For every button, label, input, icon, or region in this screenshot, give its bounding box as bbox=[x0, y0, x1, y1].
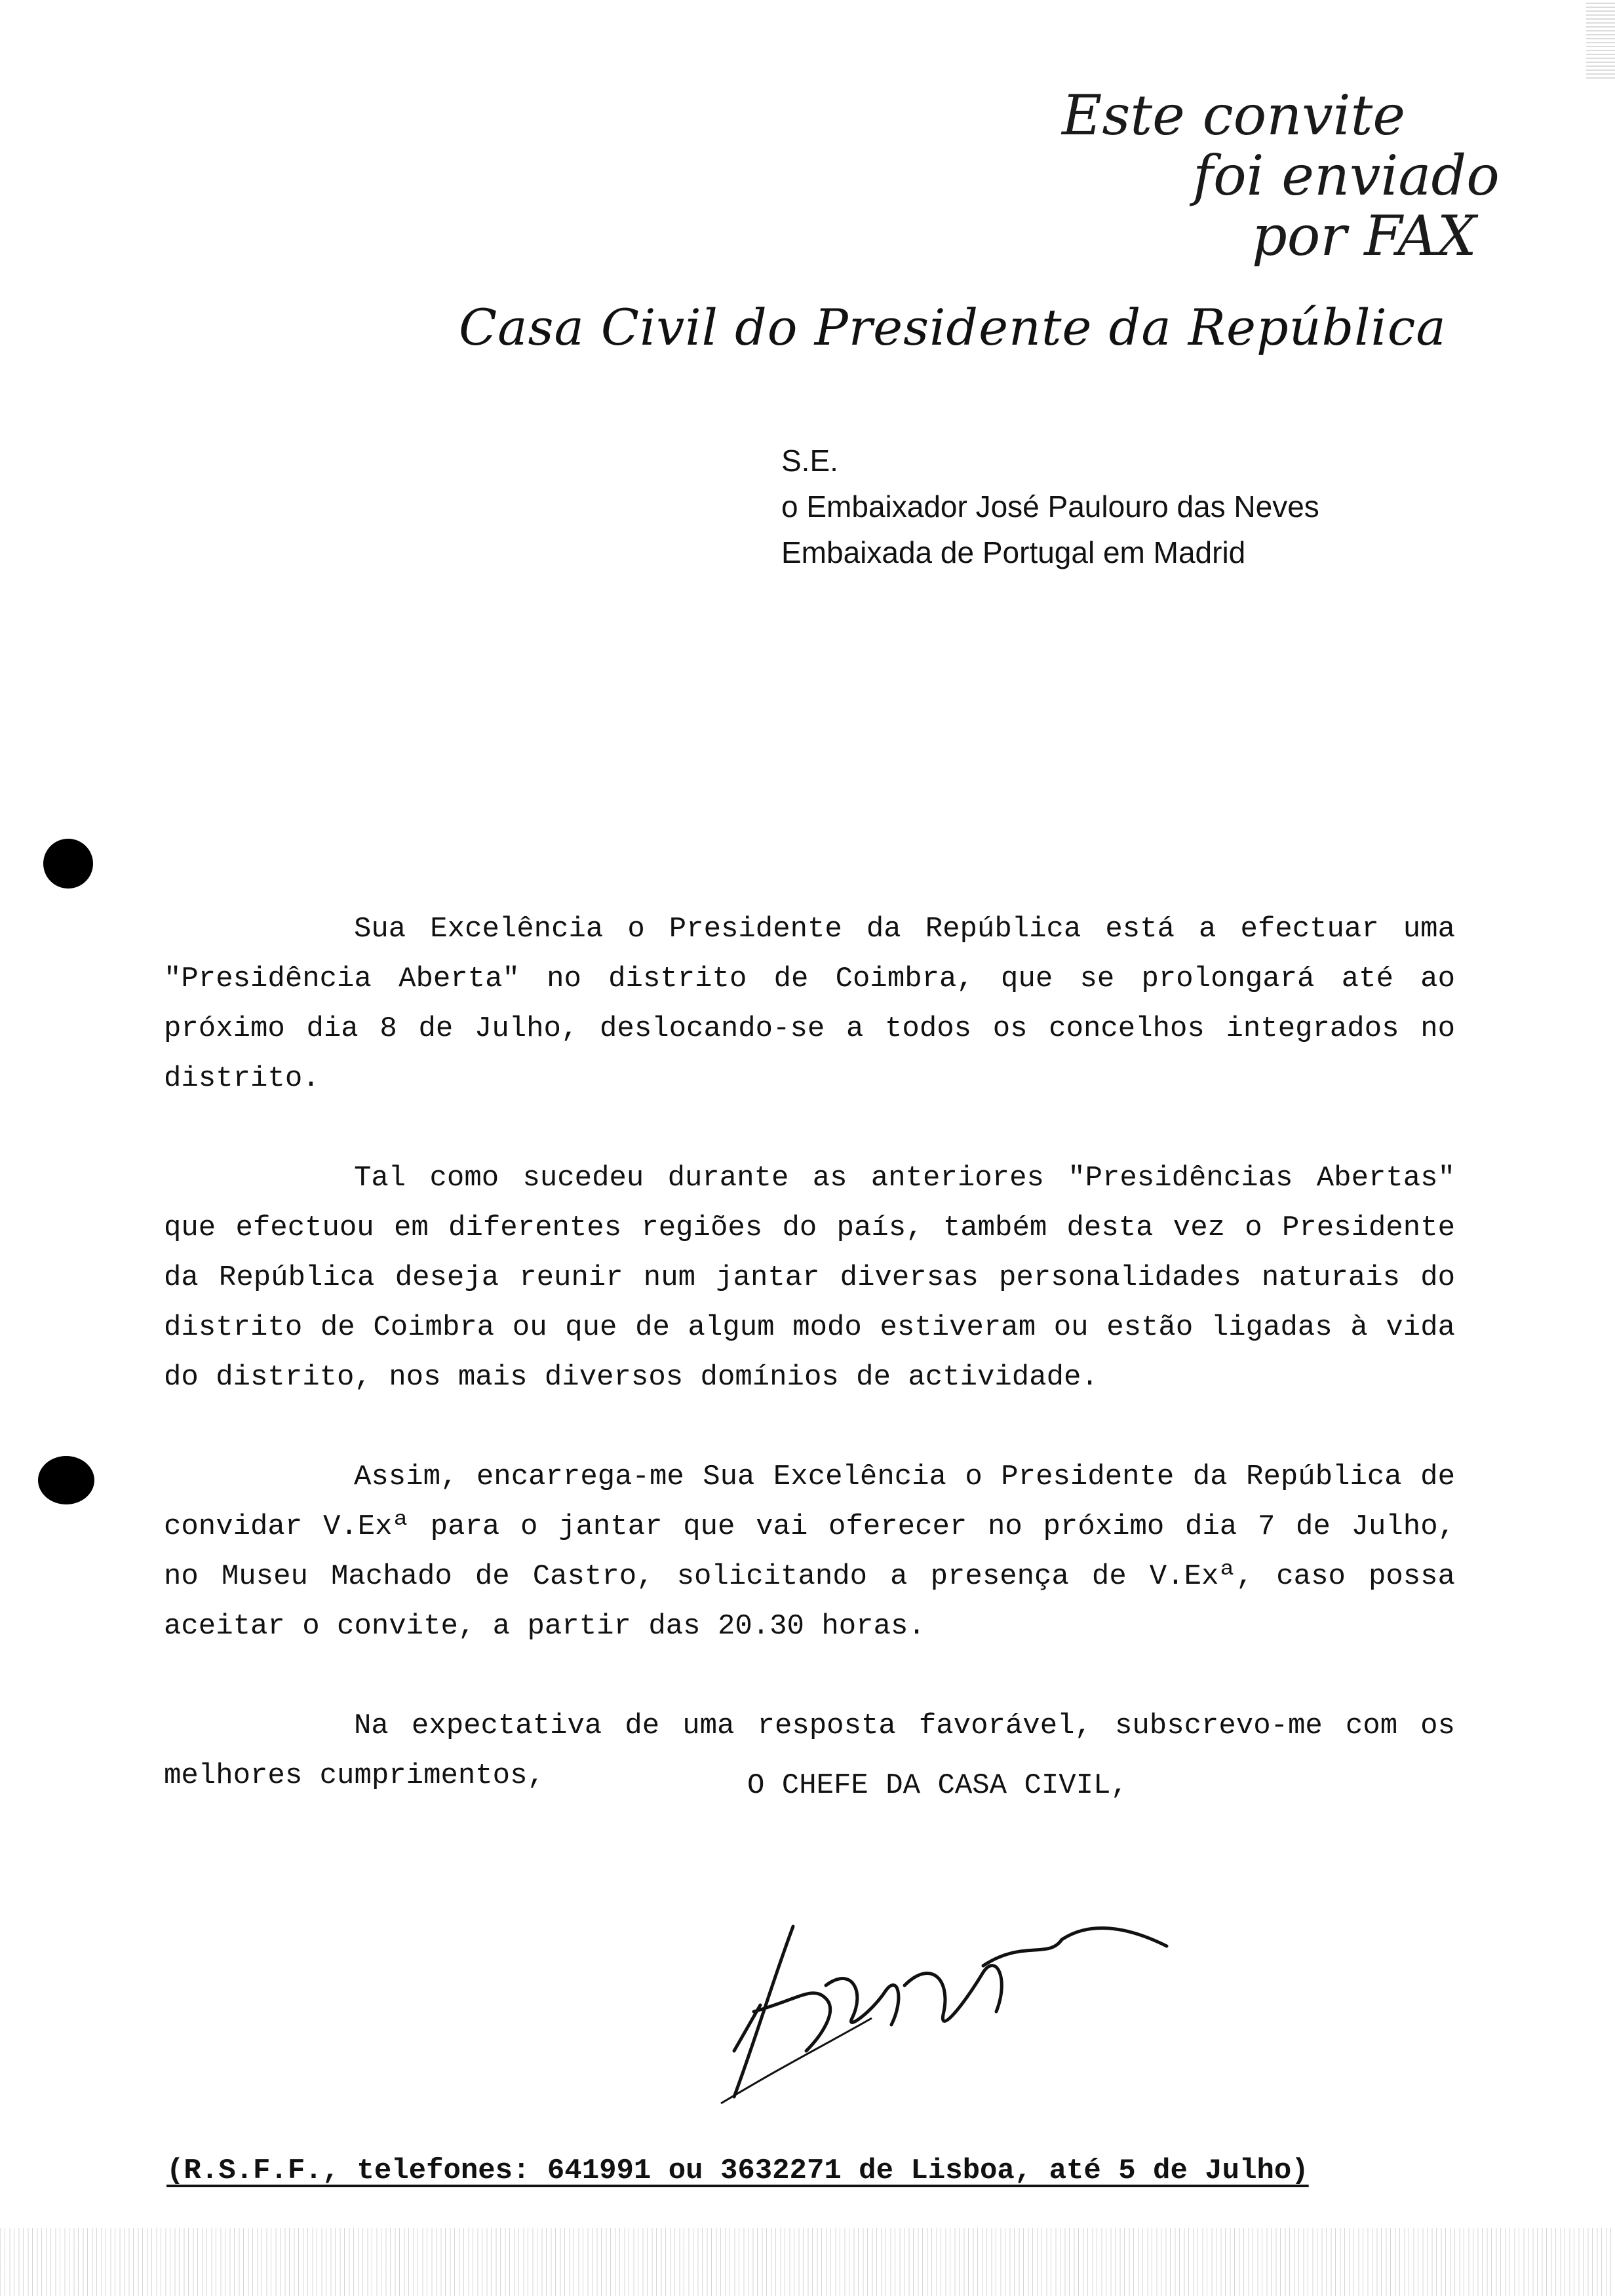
recipient-address bbox=[781, 438, 1319, 575]
recipient-line: Embaixada de Portugal em Madrid bbox=[781, 535, 1246, 569]
body-paragraph: Na expectativa de uma resposta favorável, subscrevo-me com os melhores cumprimentos, bbox=[164, 1710, 1455, 1792]
scan-noise-right bbox=[1586, 0, 1615, 79]
punch-hole bbox=[38, 1456, 94, 1504]
handwritten-note bbox=[1049, 85, 1547, 266]
recipient-line: S.E. bbox=[781, 444, 838, 478]
body-paragraph: Tal como sucedeu durante as anteriores "Presidências Abertas" que efectuou em diferentes regiões do país, também desta vez o Presidente da República deseja reunir num jantar diversas personalidades naturais do distrito de Coimbra ou que de algum modo estiveram ou estão ligadas à vida do distrito, nos mais diversos domínios de actividade. bbox=[164, 1162, 1455, 1394]
letterhead: Casa Civil do Presidente da República bbox=[459, 298, 1447, 356]
handwritten-line: por FAX bbox=[1252, 204, 1477, 268]
scan-noise-bottom bbox=[0, 2228, 1615, 2296]
signature-scribble bbox=[655, 1900, 1180, 2110]
letter-body bbox=[164, 904, 1455, 1850]
handwritten-line: Este convite bbox=[1062, 83, 1406, 147]
signature-title: O CHEFE DA CASA CIVIL, bbox=[747, 1769, 1128, 1802]
signature bbox=[655, 1900, 1180, 2113]
recipient-line: o Embaixador José Paulouro das Neves bbox=[781, 489, 1319, 524]
footer-note: (R.S.F.F., telefones: 641991 ou 3632271 de Lisboa, até 5 de Julho) bbox=[166, 2154, 1309, 2187]
body-paragraph: Sua Excelência o Presidente da República está a efectuar uma "Presidência Aberta" no distrito de Coimbra, que se prolongará até ao próximo dia 8 de Julho, deslocando-se a todos os concelhos integrados no distrito. bbox=[164, 913, 1455, 1095]
body-paragraph: Assim, encarrega-me Sua Excelência o Presidente da República de convidar V.Exª para o jantar que vai oferecer no próximo dia 7 de Julho, no Museu Machado de Castro, solicitando a presença de V.Exª, caso possa aceitar o convite, a partir das 20.30 horas. bbox=[164, 1461, 1455, 1643]
punch-hole bbox=[43, 839, 93, 889]
handwritten-line: foi enviado bbox=[1193, 144, 1500, 208]
